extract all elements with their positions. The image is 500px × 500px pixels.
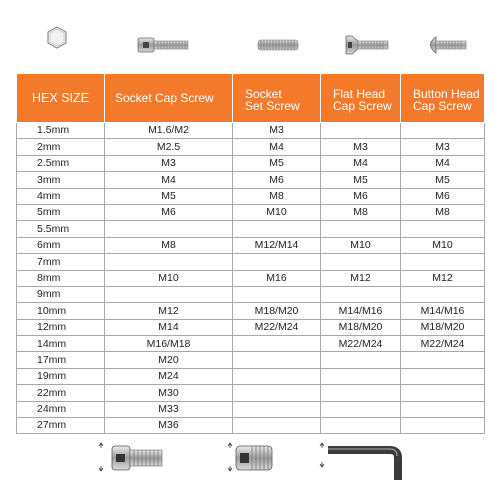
set-screw-cell: M22/M24: [233, 319, 321, 335]
header-socket-set-screw: [233, 74, 321, 123]
bottom-icon-row: [0, 432, 500, 500]
header-socket-set-line2: Set Screw: [245, 99, 300, 113]
table-row: [17, 188, 485, 204]
table-row: [17, 254, 485, 270]
set-screw-cell: [233, 368, 321, 384]
button-head-cell: M12: [401, 270, 485, 286]
flat-head-cell: M3: [321, 139, 401, 155]
set-screw-dimension-icon: [228, 443, 272, 471]
set-screw-cell: M6: [233, 172, 321, 188]
set-screw-cell: M4: [233, 139, 321, 155]
hex-size-cell: 6mm: [17, 237, 105, 253]
header-socket-cap-screw: Socket Cap Screw: [105, 74, 233, 123]
socket-cap-cell: [105, 221, 233, 237]
header-button-head-line1: Button Head: [413, 87, 480, 101]
set-screw-cell: M16: [233, 270, 321, 286]
hex-size-cell: 9mm: [17, 286, 105, 302]
header-hex-size: HEX SIZE: [17, 74, 105, 123]
socket-cap-cell: [105, 286, 233, 302]
button-head-screw-icon: [431, 37, 467, 53]
table-row: [17, 319, 485, 335]
socket-cap-cell: M8: [105, 237, 233, 253]
table-row: [17, 204, 485, 220]
flat-head-cell: M22/M24: [321, 336, 401, 352]
flat-head-cell: M4: [321, 155, 401, 171]
hex-size-cell: 8mm: [17, 270, 105, 286]
set-screw-cell: [233, 336, 321, 352]
button-head-cell: [401, 385, 485, 401]
flat-head-cell: M8: [321, 204, 401, 220]
socket-cap-cell: M6: [105, 204, 233, 220]
hex-size-cell: 2.5mm: [17, 155, 105, 171]
button-head-cell: M6: [401, 188, 485, 204]
flat-head-cell: [321, 385, 401, 401]
socket-cap-cell: M33: [105, 401, 233, 417]
header-button-head-cap-screw: [401, 74, 485, 123]
table-row: [17, 172, 485, 188]
button-head-cell: M22/M24: [401, 336, 485, 352]
socket-cap-cell: M30: [105, 385, 233, 401]
flat-head-cell: [321, 352, 401, 368]
flat-head-cell: [321, 123, 401, 139]
hex-size-cell: 24mm: [17, 401, 105, 417]
socket-cap-cell: M5: [105, 188, 233, 204]
hex-size-cell: 4mm: [17, 188, 105, 204]
button-head-cell: [401, 286, 485, 302]
hex-size-cell: 5mm: [17, 204, 105, 220]
flat-head-cell: M18/M20: [321, 319, 401, 335]
hex-nut-icon: [48, 27, 66, 48]
hex-size-cell: 7mm: [17, 254, 105, 270]
button-head-cell: M18/M20: [401, 319, 485, 335]
socket-cap-cell: M16/M18: [105, 336, 233, 352]
socket-cap-cell: M24: [105, 368, 233, 384]
socket-cap-cell: M14: [105, 319, 233, 335]
table-row: [17, 352, 485, 368]
set-screw-cell: M10: [233, 204, 321, 220]
button-head-cell: M14/M16: [401, 303, 485, 319]
flat-head-cell: M5: [321, 172, 401, 188]
set-screw-cell: M8: [233, 188, 321, 204]
button-head-cell: [401, 221, 485, 237]
set-screw-cell: M5: [233, 155, 321, 171]
top-icon-row: [0, 0, 500, 72]
socket-cap-cell: [105, 254, 233, 270]
table-row: [17, 139, 485, 155]
set-screw-cell: [233, 286, 321, 302]
socket-cap-cell: M1.6/M2: [105, 123, 233, 139]
table-row: [17, 368, 485, 384]
socket-cap-cell: M12: [105, 303, 233, 319]
socket-cap-cell: M4: [105, 172, 233, 188]
button-head-cell: [401, 352, 485, 368]
hex-size-cell: 22mm: [17, 385, 105, 401]
flat-head-cell: M10: [321, 237, 401, 253]
flat-head-cell: M6: [321, 188, 401, 204]
button-head-cell: [401, 368, 485, 384]
header-flat-head-cap-screw: [321, 74, 401, 123]
table-row: [17, 270, 485, 286]
table-row: [17, 123, 485, 139]
hex-size-conversion-table: [16, 73, 485, 434]
set-screw-cell: [233, 221, 321, 237]
hex-key-icon: [320, 443, 398, 480]
table-row: [17, 401, 485, 417]
set-screw-cell: M3: [233, 123, 321, 139]
flat-head-cell: [321, 368, 401, 384]
flat-head-screw-icon: [346, 36, 388, 54]
table-row: [17, 336, 485, 352]
button-head-cell: M8: [401, 204, 485, 220]
table-row: [17, 237, 485, 253]
set-screw-cell: M12/M14: [233, 237, 321, 253]
hex-size-cell: 1.5mm: [17, 123, 105, 139]
button-head-cell: [401, 401, 485, 417]
table-row: [17, 286, 485, 302]
hex-size-cell: 19mm: [17, 368, 105, 384]
hex-size-cell: 12mm: [17, 319, 105, 335]
set-screw-cell: [233, 352, 321, 368]
socket-cap-cell: M3: [105, 155, 233, 171]
set-screw-cell: [233, 385, 321, 401]
table-row: [17, 155, 485, 171]
button-head-cell: M4: [401, 155, 485, 171]
hex-size-cell: 27mm: [17, 418, 105, 434]
table-body: [17, 123, 485, 434]
flat-head-cell: [321, 254, 401, 270]
table-row: [17, 385, 485, 401]
socket-cap-cell: M20: [105, 352, 233, 368]
table-row: [17, 221, 485, 237]
button-head-cell: M10: [401, 237, 485, 253]
flat-head-cell: M14/M16: [321, 303, 401, 319]
flat-head-cell: M12: [321, 270, 401, 286]
hex-size-cell: 2mm: [17, 139, 105, 155]
socket-cap-dimension-icon: [99, 443, 162, 471]
button-head-cell: [401, 254, 485, 270]
flat-head-cell: [321, 401, 401, 417]
set-screw-icon: [258, 40, 298, 50]
header-flat-head-line2: Cap Screw: [333, 99, 392, 113]
set-screw-cell: M18/M20: [233, 303, 321, 319]
hex-size-cell: 3mm: [17, 172, 105, 188]
header-flat-head-line1: Flat Head: [333, 87, 386, 101]
table-header-row: [17, 74, 485, 123]
socket-cap-cell: M10: [105, 270, 233, 286]
socket-cap-screw-icon: [138, 38, 188, 52]
flat-head-cell: [321, 286, 401, 302]
hex-size-cell: 10mm: [17, 303, 105, 319]
hex-size-cell: 17mm: [17, 352, 105, 368]
header-socket-set-line1: Socket: [245, 87, 282, 101]
socket-cap-cell: M36: [105, 418, 233, 434]
button-head-cell: M3: [401, 139, 485, 155]
flat-head-cell: [321, 221, 401, 237]
header-button-head-line2: Cap Screw: [413, 99, 472, 113]
button-head-cell: [401, 123, 485, 139]
set-screw-cell: [233, 401, 321, 417]
socket-cap-cell: M2.5: [105, 139, 233, 155]
hex-size-cell: 5.5mm: [17, 221, 105, 237]
table-row: [17, 303, 485, 319]
button-head-cell: M5: [401, 172, 485, 188]
set-screw-cell: [233, 254, 321, 270]
hex-size-cell: 14mm: [17, 336, 105, 352]
